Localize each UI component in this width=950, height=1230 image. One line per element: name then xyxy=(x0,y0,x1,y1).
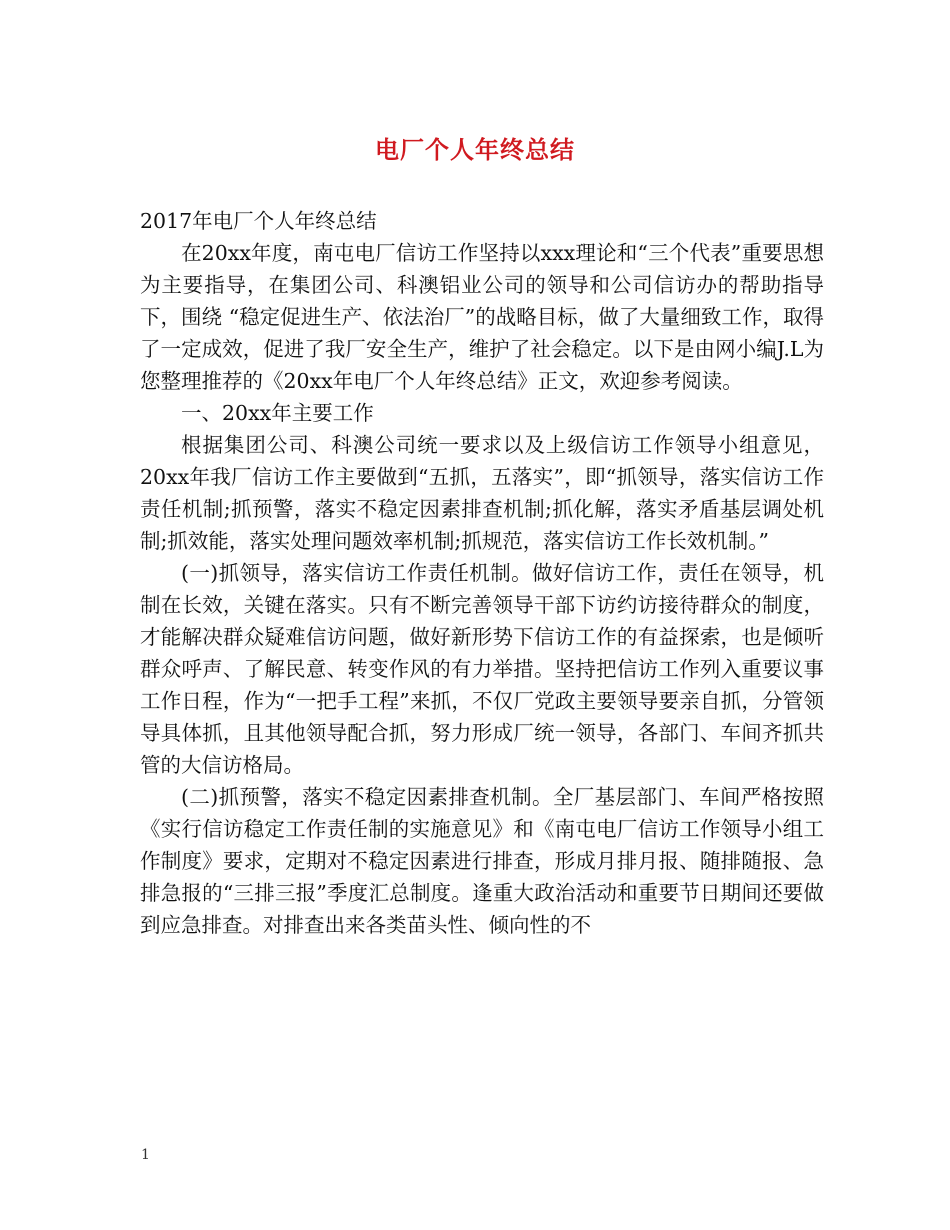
paragraph-early-warning: (二)抓预警，落实不稳定因素排查机制。全厂基层部门、车间严格按照《实行信访稳定工作责任制的实施意见》和《南屯电厂信访工作领导小组工作制度》要求，定期对不稳定因素进行排查，形成月排月报、随排随报、急排急报的“三排三报”季度汇总制度。逢重大政治活动和重要节日期间还要做到应急排查。对排查出来各类苗头性、倾向性的不 xyxy=(140,785,824,937)
document-title: 电厂个人年终总结 xyxy=(375,135,575,164)
section-heading-main-work: 一、20xx年主要工作 xyxy=(181,401,374,425)
document-body xyxy=(140,205,824,941)
page-number: 1 xyxy=(141,1147,150,1163)
paragraph-intro: 在20xx年度，南屯电厂信访工作坚持以xxx理论和“三个代表”重要思想为主要指导，在集团公司、科澳铝业公司的领导和公司信访办的帮助指导下，围绕 “稳定促进生产、依法治厂”的战略目标，做了大量细致工作，取得了一定成效，促进了我厂安全生产，维护了社会稳定。以下是由网小编J.L为您整理推荐的《20xx年电厂个人年终总结》正文，欢迎参考阅读。 xyxy=(140,241,824,393)
paragraph-five-grasps: 根据集团公司、科澳公司统一要求以及上级信访工作领导小组意见，20xx年我厂信访工作主要做到“五抓，五落实”，即“抓领导，落实信访工作责任机制;抓预警，落实不稳定因素排查机制;抓化解，落实矛盾基层调处机制;抓效能，落实处理问题效率机制;抓规范，落实信访工作长效机制。” xyxy=(140,433,824,553)
document-heading: 2017年电厂个人年终总结 xyxy=(140,209,377,233)
paragraph-leadership: (一)抓领导，落实信访工作责任机制。做好信访工作，责任在领导，机制在长效，关键在落实。只有不断完善领导干部下访约访接待群众的制度，才能解决群众疑难信访问题，做好新形势下信访工作的有益探索，也是倾听群众呼声、了解民意、转变作风的有力举措。坚持把信访工作列入重要议事工作日程，作为“一把手工程”来抓，不仅厂党政主要领导要亲自抓，分管领导具体抓，且其他领导配合抓，努力形成厂统一领导，各部门、车间齐抓共管的大信访格局。 xyxy=(140,561,824,777)
